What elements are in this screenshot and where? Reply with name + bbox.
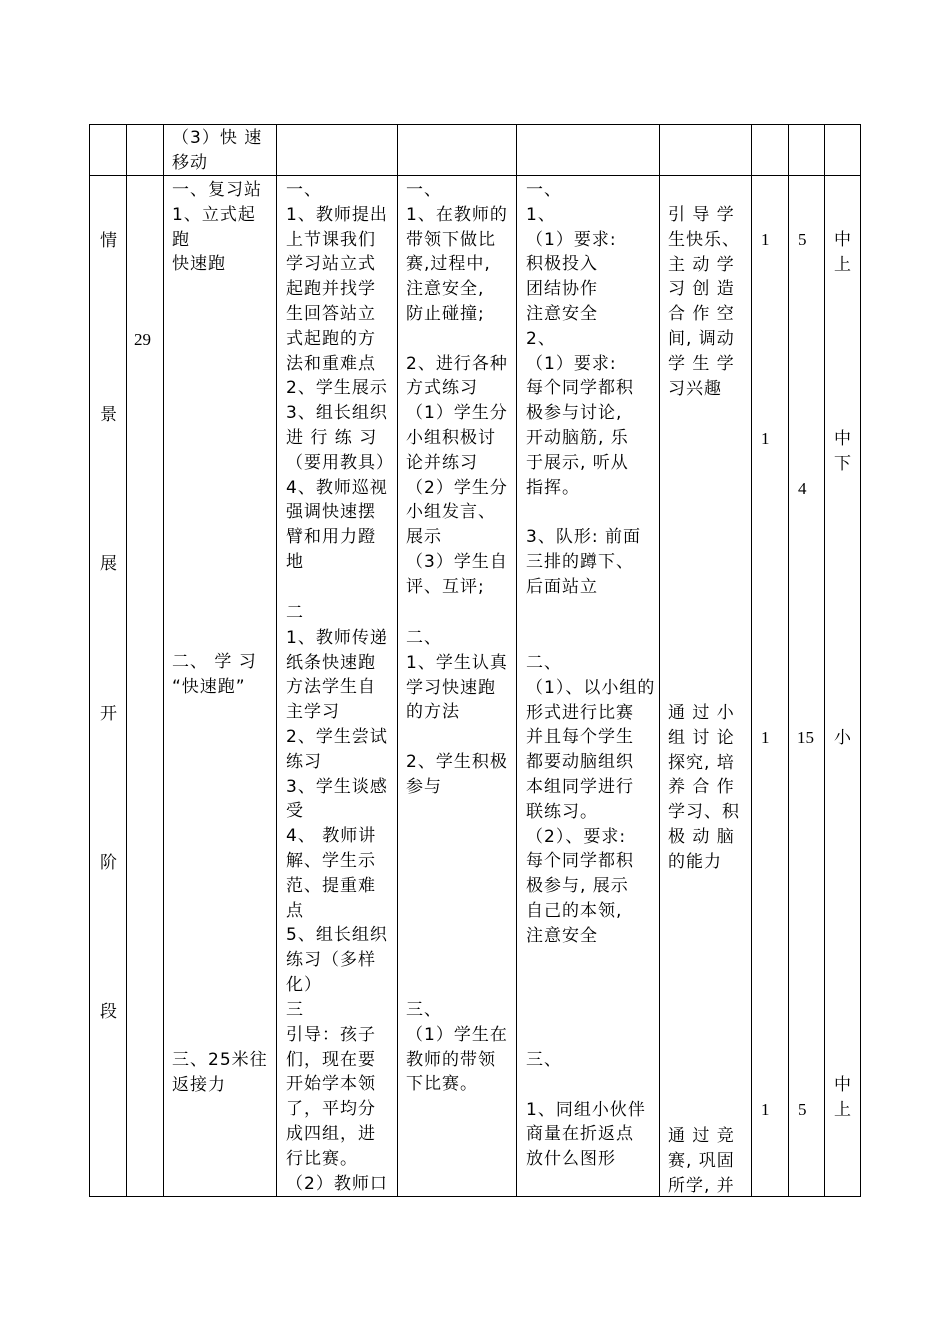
column-divider (659, 124, 660, 1197)
repeat-count: 1 (761, 230, 770, 249)
table-top-border (89, 124, 861, 125)
stage-label-char: 段 (100, 1002, 117, 1022)
student-activity-2: 二、 1、学生认真 学习快速跑 的方法 2、学生积极 参与 (406, 628, 508, 797)
column-divider (751, 124, 752, 1197)
table-right-border (860, 124, 861, 1197)
teacher-activity-1: 一、 1、教师提出 上节课我们 学习站立式 起跑并找学 生回答站立 式起跑的方 法和重难点 2、学生展示 3、组长组织 进 行 练 习 （要用教具） 4、教师巡视 强调快速摆 臂和用力蹬 地 (286, 180, 394, 572)
repeat-count: 1 (761, 429, 770, 448)
teacher-activity-3: 三 引导：孩子 们，现在要 开始学本领 了，平均分 成四组，进 行比赛。 （2）教师口 (286, 1000, 388, 1194)
content-learn: 二、 学 习 “快速跑” (172, 652, 257, 697)
column-divider (516, 124, 517, 1197)
stage-label-char: 阶 (100, 853, 117, 873)
student-activity-3: 三、 （1）学生在 教师的带领 下比赛。 (406, 1000, 508, 1095)
column-divider (824, 124, 825, 1197)
column-divider (163, 124, 164, 1197)
duration-minutes: 5 (798, 1100, 807, 1119)
column-divider (126, 124, 127, 1197)
stage-label-char: 情 (100, 231, 117, 251)
column-divider (276, 124, 277, 1197)
duration-minutes: 15 (797, 728, 814, 747)
design-intent-1: 引 导 学 生快乐、 主 动 学 习 创 造 合 作 空 间, 调动 学 生 学 习兴趣 (668, 205, 740, 399)
teacher-activity-2: 二 1、教师传递 纸条快速跑 方法学生自 主学习 2、学生尝试 练习 3、学生谈感 受 4、 教师讲 解、学生示 范、提重难 点 5、组长组织 练习（多样 化） (286, 603, 388, 995)
student-activity-1: 一、 1、在教师的 带领下做比 赛,过程中, 注意安全, 防止碰撞; 2、进行各种 方式练习 （1）学生分 小组积极讨 论并练习 （2）学生分 小组发言、 展示 （3）学生自 评、互评; (406, 180, 508, 597)
repeat-count: 1 (761, 728, 770, 747)
organization-3: 三、 1、同组小伙伴 商量在折返点 放什么图形 (526, 1050, 646, 1170)
content-relay: 三、25米往 返接力 (172, 1050, 268, 1095)
content-carryover: （3）快 速 移动 (172, 128, 263, 173)
period-minutes: 29 (134, 330, 151, 349)
table-left-border (89, 124, 90, 1197)
design-intent-2: 通 过 小 组 讨 论 探究, 培 养 合 作 学习、积 极 动 脑 的能力 (668, 703, 740, 872)
organization-1: 一、 1、 （1）要求: 积极投入 团结协作 注意安全 2、 （1）要求: 每个同学都积 极参与讨论, 开动脑筋, 乐 于展示, 听从 指挥。 3、队形: 前面 三排的蹲下、 后面站立 (526, 180, 641, 597)
column-divider (397, 124, 398, 1197)
stage-label-char: 展 (100, 554, 117, 574)
content-review: 一、复习站 1、立式起 跑 快速跑 (172, 180, 262, 275)
intensity-level: 中 上 (834, 230, 851, 275)
organization-2: 二、 （1）、以小组的 形式进行比赛 并且每个学生 都要动脑组织 本组同学进行 联练习。 （2）、要求: 每个同学都积 极参与, 展示 自己的本领, 注意安全 (526, 653, 656, 946)
intensity-level: 中 上 (834, 1075, 851, 1120)
column-divider (788, 124, 789, 1197)
duration-minutes: 5 (798, 230, 807, 249)
duration-minutes: 4 (798, 479, 807, 498)
repeat-count: 1 (761, 1100, 770, 1119)
intensity-level: 小 (834, 728, 851, 748)
design-intent-3: 通 过 竞 赛, 巩固 所学, 并 (668, 1126, 735, 1196)
intensity-level: 中 下 (834, 429, 851, 474)
stage-label-char: 景 (100, 405, 117, 425)
stage-label-char: 开 (100, 704, 117, 724)
